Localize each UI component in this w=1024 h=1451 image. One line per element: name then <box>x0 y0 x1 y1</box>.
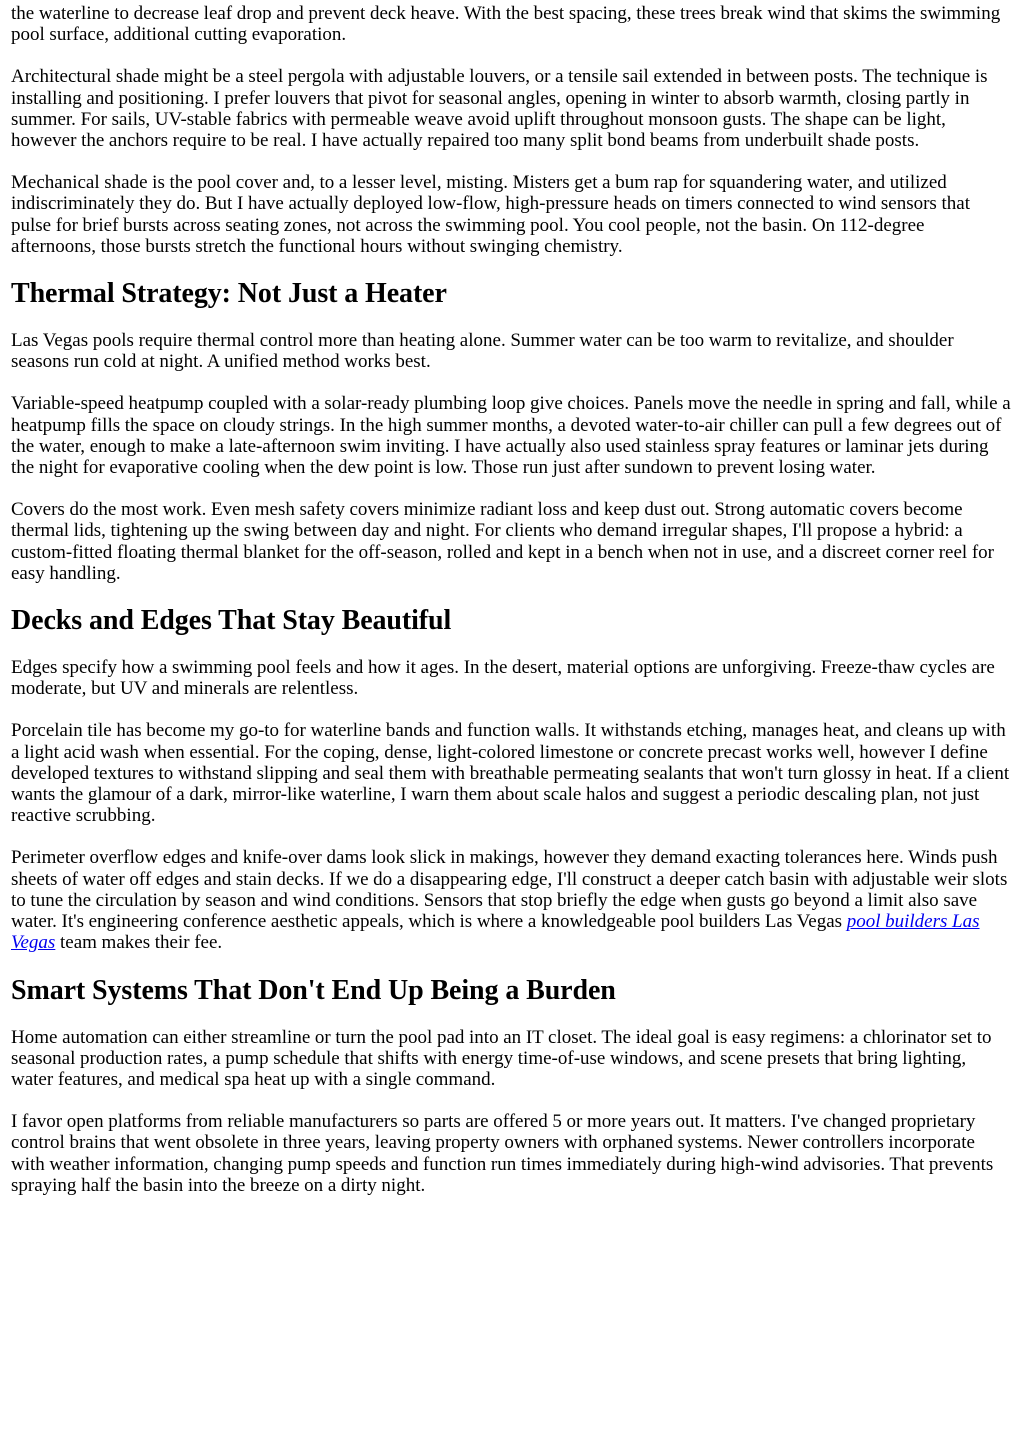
heading-decks-and-edges: Decks and Edges That Stay Beautiful <box>11 605 452 637</box>
paragraph-porcelain-tile: Porcelain tile has become my go-to for waterline bands and function walls. It withstands etching, manages heat, and cleans up with a light acid wash when essential. For the coping, dense, light-colored limestone or concrete precast works well, however I define developed textures to withstand slipping and seal them with breathable permeating sealants that won't turn glossy in heat. If a client wants the glamour of a dark, mirror-like waterline, I warn them about scale halos and suggest a periodic descaling plan, not just reactive scrubbing. <box>11 720 1010 827</box>
paragraph-edges-specify: Edges specify how a swimming pool feels and how it ages. In the desert, material options are unforgiving. Freeze-thaw cycles are moderate, but UV and minerals are relentless. <box>11 657 995 700</box>
pool-builders-las-vegas-link[interactable]: pool builders Las Vegas <box>11 911 980 954</box>
heading-thermal-strategy: Thermal Strategy: Not Just a Heater <box>11 278 447 310</box>
article-content <box>0 3 1024 1196</box>
paragraph-variable-speed-heatpump: Variable-speed heatpump coupled with a solar-ready plumbing loop give choices. Panels move the needle in spring and fall, while a heatpump fills the space on cloudy strings. In the high summer months, a devoted water-to-air chiller can pull a few degrees out of the water, enough to make a late-afternoon swim inviting. I have actually also used stainless spray features or laminar jets during the night for evaporative cooling when the dew point is low. Those run just after sundown to prevent losing water. <box>11 393 1011 479</box>
paragraph-home-automation: Home automation can either streamline or turn the pool pad into an IT closet. The ideal goal is easy regimens: a chlorinator set to seasonal production rates, a pump schedule that shifts with energy time-of-use windows, and scene presets that bring lighting, water features, and medical spa heat up with a single command. <box>11 1026 992 1090</box>
paragraph-mechanical-shade: Mechanical shade is the pool cover and, to a lesser level, misting. Misters get a bum rap for squandering water, and utilized indiscriminately they do. But I have actually deployed low-flow, high-pressure heads on timers connected to wind sensors that pulse for brief bursts across seating zones, not across the swimming pool. You cool people, not the basin. On 112-degree afternoons, those bursts stretch the functional hours without swinging chemistry. <box>11 172 970 257</box>
paragraph-shade-trees: the waterline to decrease leaf drop and prevent deck heave. With the best spacing, these trees break wind that skims the swimming pool surface, additional cutting evaporation. <box>11 3 1001 46</box>
paragraph-covers: Covers do the most work. Even mesh safety covers minimize radiant loss and keep dust out. Strong automatic covers become thermal lids, tightening up the swing between day and night. For clients who demand irregular shapes, I'll propose a hybrid: a custom-fitted floating thermal blanket for the off-season, rolled and kept in a bench when not in use, and a discreet corner reel for easy handling. <box>11 499 994 584</box>
paragraph-open-platforms: I favor open platforms from reliable manufacturers so parts are offered 5 or more years out. It matters. I've changed proprietary control brains that went obsolete in three years, leaving property owners with orphaned systems. Newer controllers incorporate with weather information, changing pump speeds and function run times immediately during high-wind advisories. That prevents spraying half the basin into the breeze on a dirty night. <box>11 1111 994 1196</box>
paragraph-architectural-shade: Architectural shade might be a steel pergola with adjustable louvers, or a tensile sail extended in between posts. The technique is installing and positioning. I prefer louvers that pivot for seasonal angles, opening in winter to absorb warmth, closing partly in summer. For sails, UV-stable fabrics with permeable weave avoid uplift throughout monsoon gusts. The shape can be light, however the anchors require to be real. I have actually repaired too many split bond beams from underbuilt shade posts. <box>11 66 988 152</box>
heading-smart-systems: Smart Systems That Don't End Up Being a Burden <box>11 974 616 1006</box>
paragraph-text-after-link: team makes their fee. <box>55 932 223 954</box>
paragraph-thermal-control: Las Vegas pools require thermal control more than heating alone. Summer water can be too warm to revitalize, and shoulder seasons run cold at night. A unified method works best. <box>11 330 954 373</box>
paragraph-perimeter-overflow <box>11 847 1011 953</box>
paragraph-text-before-link: Perimeter overflow edges and knife-over dams look slick in makings, however they demand exacting tolerances here. Winds push sheets of water off edges and stain decks. If we do a disappearing edge, I'll construct a deeper catch basin with adjustable weir slots to tune the circulation by season and wind conditions. Sensors that stop briefly the edge when gusts go beyond a limit also save water. It's engineering conference aesthetic appeals, which is where a knowledgeable pool builders Las Vegas <box>11 847 1008 933</box>
